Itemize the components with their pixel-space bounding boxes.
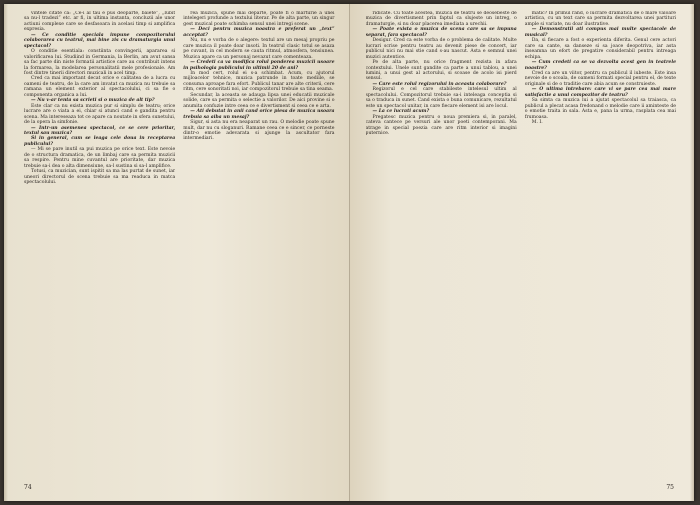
page-number-left: 74 [24, 484, 32, 491]
paragraph: Cred ca mai important decat orice e calitatea de a lucra cu oameni de teatru, de la care am invatat ca muzica nu trebuie sa ramana un element exterior al spectacolului, ci sa fie o componenta organica a lui. [24, 76, 176, 98]
paragraph: ridicate. Cu toate acestea, muzica de teatru se deosebeste de muzica de divertisment prin faptul ca slujeste un intreg, o dramaturgie, si nu doar placerea imediata a urechii. [365, 11, 517, 27]
interview-question: — Ati debutat in anii cand orice piesa de muzica usoara trebuia sa aiba un mesaj? [183, 109, 335, 120]
paragraph: Regizorul e cel care stabileste intelesul ultim al spectacolului. Compozitorul trebuie sa-i inteleaga conceptia si sa o traduca in sunet. Cand exista o buna comunicare, rezultatul este un spectacol unitar, in care fiecare element isi are locul. [365, 87, 517, 109]
paragraph: Sa simta ca muzica lui a ajutat spectacolul sa traiasca, ca publicul a plecat acasa fredonand o melodie care ii aminteste de o emotie traita in sala. Asta e, pana la urma, rasplata cea mai frumoasa. [524, 98, 676, 120]
paragraph: matic? In primul rand, o lucrare dramatica de o mare valoare artistica, cu un text care sa permita dezvoltarea unei partituri ample si variate, nu doar ilustrative. [524, 11, 676, 27]
interview-question: — La ce lucrati acum? [372, 109, 430, 115]
page-edge-shadow [4, 4, 8, 501]
left-column-2 [183, 11, 334, 481]
interview-question: — Poate exista o muzica de scena care sa se impuna separat, fara spectacol? [365, 27, 517, 38]
paragraph: M. I. [531, 120, 543, 126]
page-edge-shadow [690, 4, 694, 501]
paragraph: Totusi, ca muzician, sunt ispitit sa ma las purtat de sunet, iar uneori directorul de scena trebuie sa ma readuca in matca spectacolului. [24, 169, 176, 186]
page-number-right: 75 [666, 484, 674, 491]
book-spread [4, 4, 694, 501]
paragraph: Cred ca are un viitor, pentru ca publicul il iubeste. Este insa nevoie de o scoala, de oameni formati special pentru el, de texte originale si de o traditie care abia acum se construieste. [524, 70, 676, 87]
interview-question: — Deci pentru muzica noastra e preferat un „text” acceptat? [183, 27, 335, 38]
interview-question: — Cum credeti ca se va dezvolta acest gen in teatrele noastre? [524, 60, 676, 71]
paragraph: O conditie esentiala: constiinta convingerii, apararea si valorificarea lui. Studiind in Germania, la Berlin, am avut sansa sa fac parte din niste formatii artistice care au contribuit intens la formarea, la modelarea personalitatii mele profesionale. Am fost dintre tinerii directori muzicali in acel timp. [24, 49, 176, 76]
right-column-2 [525, 11, 676, 481]
interview-question: — Intr-un asemenea spectacol, ce se cere prioritar, textul sau muzica? [24, 125, 176, 136]
interview-question: Si in general, cum se leaga cele doua in receptarea publicului? [24, 136, 176, 147]
paragraph: Da, si fiecare a fost o experienta diferita. Genul cere actori care sa cante, sa danseze si sa joace deopotriva, iar asta inseamna un efort de pregatire considerabil pentru intreaga echipa. [524, 38, 676, 60]
interview-question: — O ultima intrebare: care vi se pare cea mai mare satisfactie a unui compozitor de teatru? [524, 87, 676, 98]
paragraph: Sigur, si asta nu era neaparat un rau. O melodie poate spune mult, dar nu cu sloganuri. Ramane ceea ce e sincer, ce porneste dintr-o emotie adevarata si ajunge la ascultator fara intermediari. [183, 120, 335, 142]
paragraph: Este clar ca nu exista muzica pur si simplu de teatru; orice lucrare are o viata a ei, chiar si atunci cand e gandita pentru scena. Ma intereseaza tot ce apare ca noutate in sfera sunetului, de la opera la simfonie. [24, 103, 176, 126]
interview-question: — Ce conditie speciala impune compozitorului colaborarea cu teatrul, mai bine zis cu dramaturgia unui spectacol? [24, 32, 176, 49]
paragraph: rea muzica, spune mai departe, poate fi o marturie a unei intelegeri profunde a textului literar. Pe de alta parte, un singur gest muzical poate schimba sensul unei intregi scene. [183, 11, 335, 27]
left-column-1 [24, 11, 175, 481]
interview-question: — Care este rolul regizorului in aceasta colaborare? [372, 81, 507, 87]
right-column-1 [366, 11, 517, 481]
interview-question: — Nu v-ar tenta sa scrieti si o muzica de alt tip? [31, 98, 155, 104]
left-page [4, 4, 350, 501]
right-page-columns [366, 11, 677, 481]
paragraph: Pe de alta parte, nu orice fragment rezista in afara contextului. Unele sunt gandite ca parte a unui tablou, a unei lumini, a unui gest al actorului, si scoase de acolo isi pierd sensul. [365, 60, 517, 82]
interview-question: — Credeti ca va modifica rolul ponderea muzicii usoare in psihologia publicului in ultimii 20 de ani? [183, 60, 335, 71]
paragraph: Desigur. Cred ca este vorba de o problema de calitate. Multe lucrari scrise pentru teatru au devenit piese de concert, iar publicul nici nu mai stie cand s-au nascut. Asta e semnul unei muzici autentice. [365, 38, 517, 60]
paragraph: vintele citate ca: „Ce-i al tau e pus deoparte, baiete”, „Iubit sa nu-l tradezi” etc. ar fi, in ultima instanta, concluzii ale unor actiuni complexe care se desfasoara in acelasi timp si amplifica expresia. [24, 11, 176, 33]
paragraph: Pregatesc muzica pentru o noua premiera si, in paralel, cateva cantece pe versuri ale unor poeti contemporani. Ma atrage in special poezia care are ritm interior si imagini puternice. [365, 114, 517, 136]
paragraph: Secundar, la aceasta se adauga lipsa unei educatii muzicale solide, care sa permita o selectie a valorilor. De aici provine si o anumita confuzie intre ceea ce e divertisment si ceea ce e arta. [183, 92, 335, 109]
paragraph: In mod cert, rolul ei s-a schimbat. Acum, cu ajutorul mijloacelor tehnice, muzica patrunde in toate mediile, se consuma aproape fara efort. Publicul tanar are alte criterii, cere ritm, cere sonoritati noi, iar compozitorul trebuie sa tina seama. [183, 70, 335, 93]
paragraph: — Mi se pare inutil sa pui muzica pe orice text. Este nevoie de o structura dramatica, de un limbaj care sa permita muzicii sa respire. Pentru mine cuvantul are prioritate, dar muzica trebuie sa-i dea o alta dimensiune, sa-l sustina si sa-l amplifice. [24, 147, 176, 169]
interview-question: — Demonstratii ati compus mai multe spectacole de musical? [524, 27, 676, 38]
paragraph: Nu, nu e vorba de o alegere: textul are un mesaj propriu pe care muzica il poate doar insoti. In teatrul clasic totul se asaza pe cuvant, in cel modern se cauta ritmul, atmosfera, tensiunea. Muzica apare ca un personaj nevazut care comenteaza. [183, 38, 335, 60]
left-page-columns [24, 11, 335, 481]
right-page [350, 4, 695, 501]
